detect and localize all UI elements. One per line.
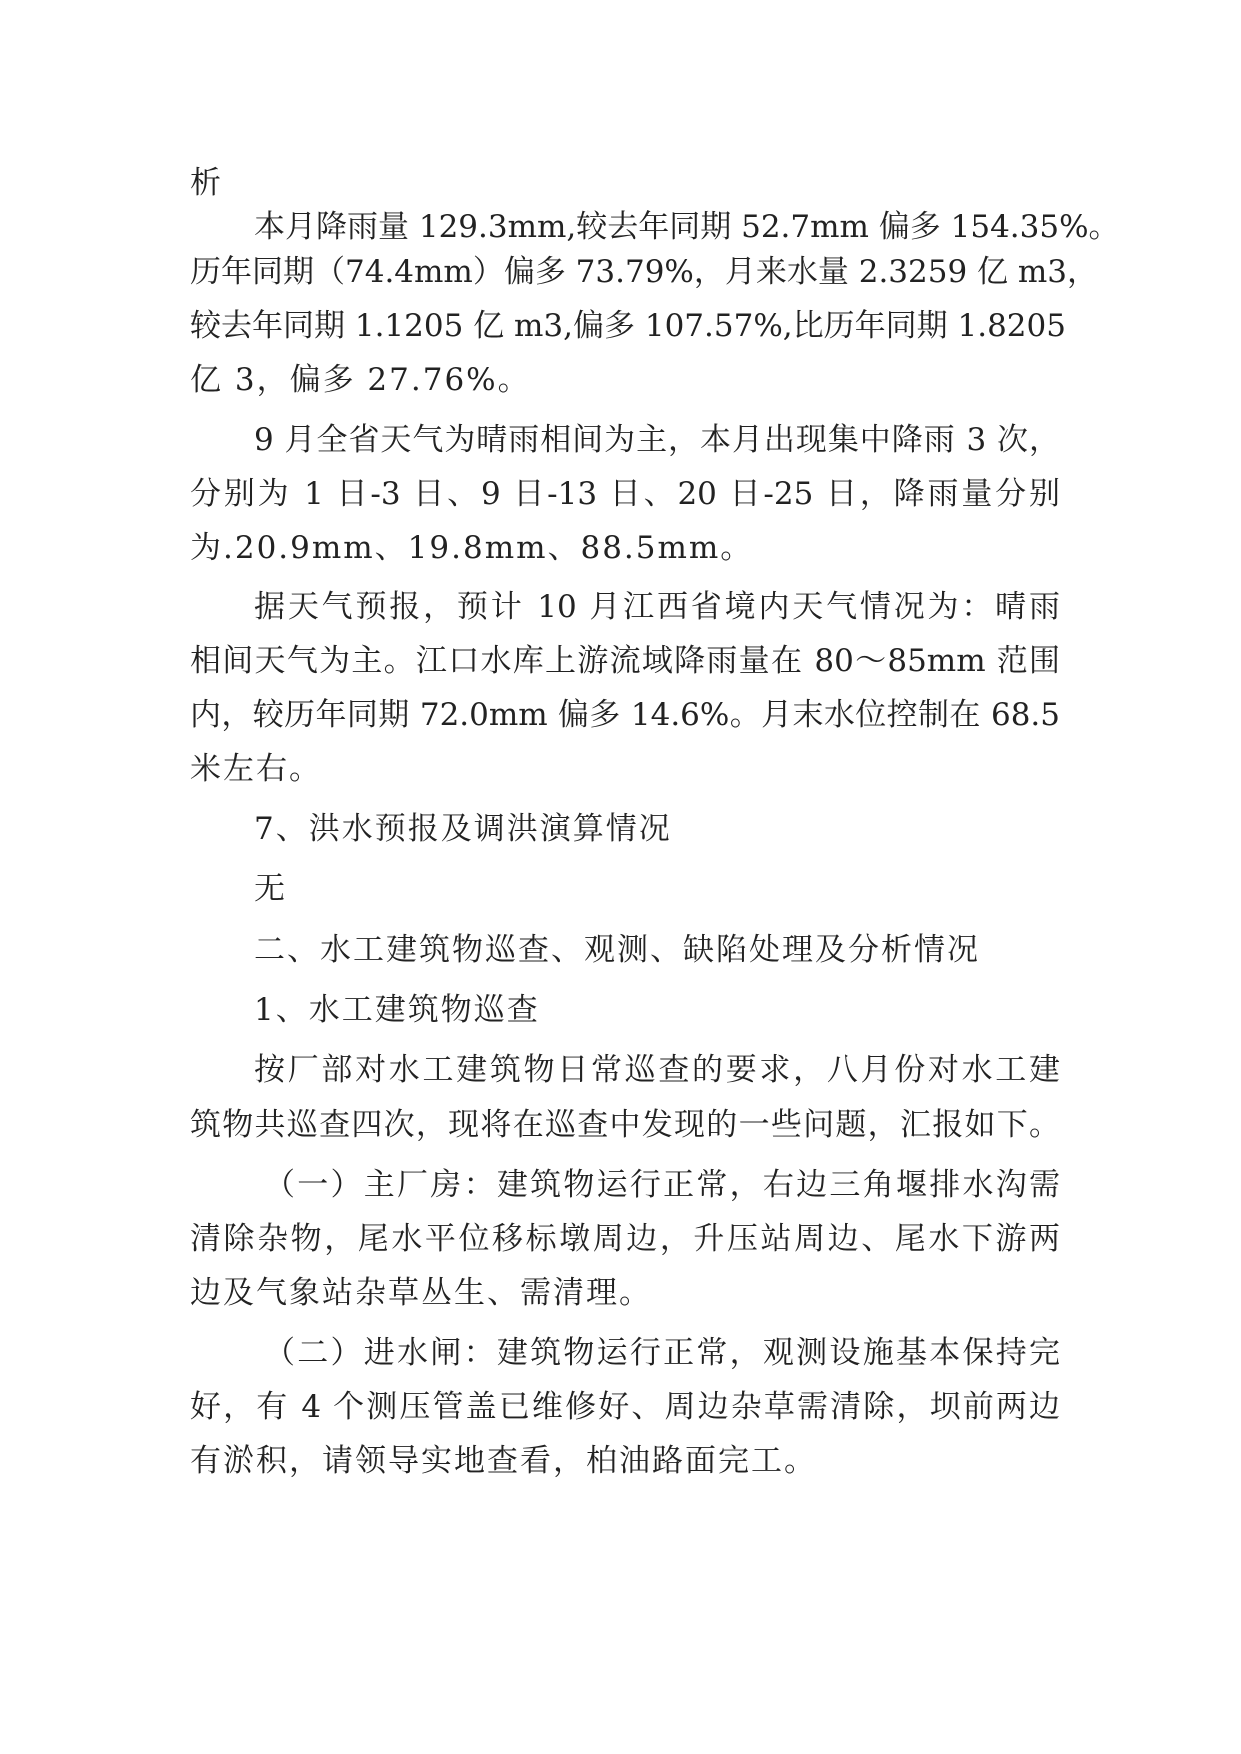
- text-line: 有淤积，请领导实地查看，柏油路面完工。: [190, 1443, 817, 1479]
- text-line: 筑物共巡查四次，现将在巡查中发现的一些问题，汇报如下。: [190, 1107, 1060, 1143]
- text-line: 相间天气为主。江口水库上游流域降雨量在 80～85mm 范围: [190, 643, 1060, 679]
- text-line: 析: [190, 165, 223, 201]
- text-line: 清除杂物，尾水平位移标墩周边，升压站周边、尾水下游两: [190, 1221, 1060, 1257]
- text-line: 为.20.9mm、19.8mm、88.5mm。: [190, 530, 754, 566]
- text-line: 9 月全省天气为晴雨相间为主，本月出现集中降雨 3 次，: [254, 422, 1060, 458]
- text-line: （一）主厂房：建筑物运行正常，右边三角堰排水沟需: [264, 1167, 1060, 1203]
- text-line: （二）进水闸：建筑物运行正常，观测设施基本保持完: [264, 1335, 1060, 1371]
- text-line: 历年同期（74.4mm）偏多 73.79%，月来水量 2.3259 亿 m3，: [190, 254, 1099, 290]
- text-line: 边及气象站杂草丛生、需清理。: [190, 1275, 652, 1311]
- section-heading: 7、洪水预报及调洪演算情况: [254, 811, 672, 847]
- text-line: 分别为 1 日-3 日、9 日-13 日、20 日-25 日，降雨量分别: [190, 476, 1060, 512]
- text-line: 较去年同期 1.1205 亿 m3,偏多 107.57%,比历年同期 1.8205: [190, 308, 1066, 344]
- text-line: 米左右。: [190, 751, 322, 787]
- text-line: 好，有 4 个测压管盖已维修好、周边杂草需清除，坝前两边: [190, 1389, 1060, 1425]
- text-line: 无: [254, 871, 287, 907]
- text-line: 据天气预报，预计 10 月江西省境内天气情况为：晴雨: [254, 589, 1060, 625]
- text-line: 内，较历年同期 72.0mm 偏多 14.6%。月末水位控制在 68.5: [190, 697, 1060, 733]
- text-line: 亿 3，偏多 27.76%。: [190, 362, 531, 398]
- section-heading: 1、水工建筑物巡查: [254, 992, 540, 1028]
- text-line: 按厂部对水工建筑物日常巡查的要求，八月份对水工建: [254, 1052, 1060, 1088]
- text-line: 本月降雨量 129.3mm,较去年同期 52.7mm 偏多 154.35%。: [254, 209, 1120, 245]
- section-heading: 二、水工建筑物巡查、观测、缺陷处理及分析情况: [254, 932, 980, 968]
